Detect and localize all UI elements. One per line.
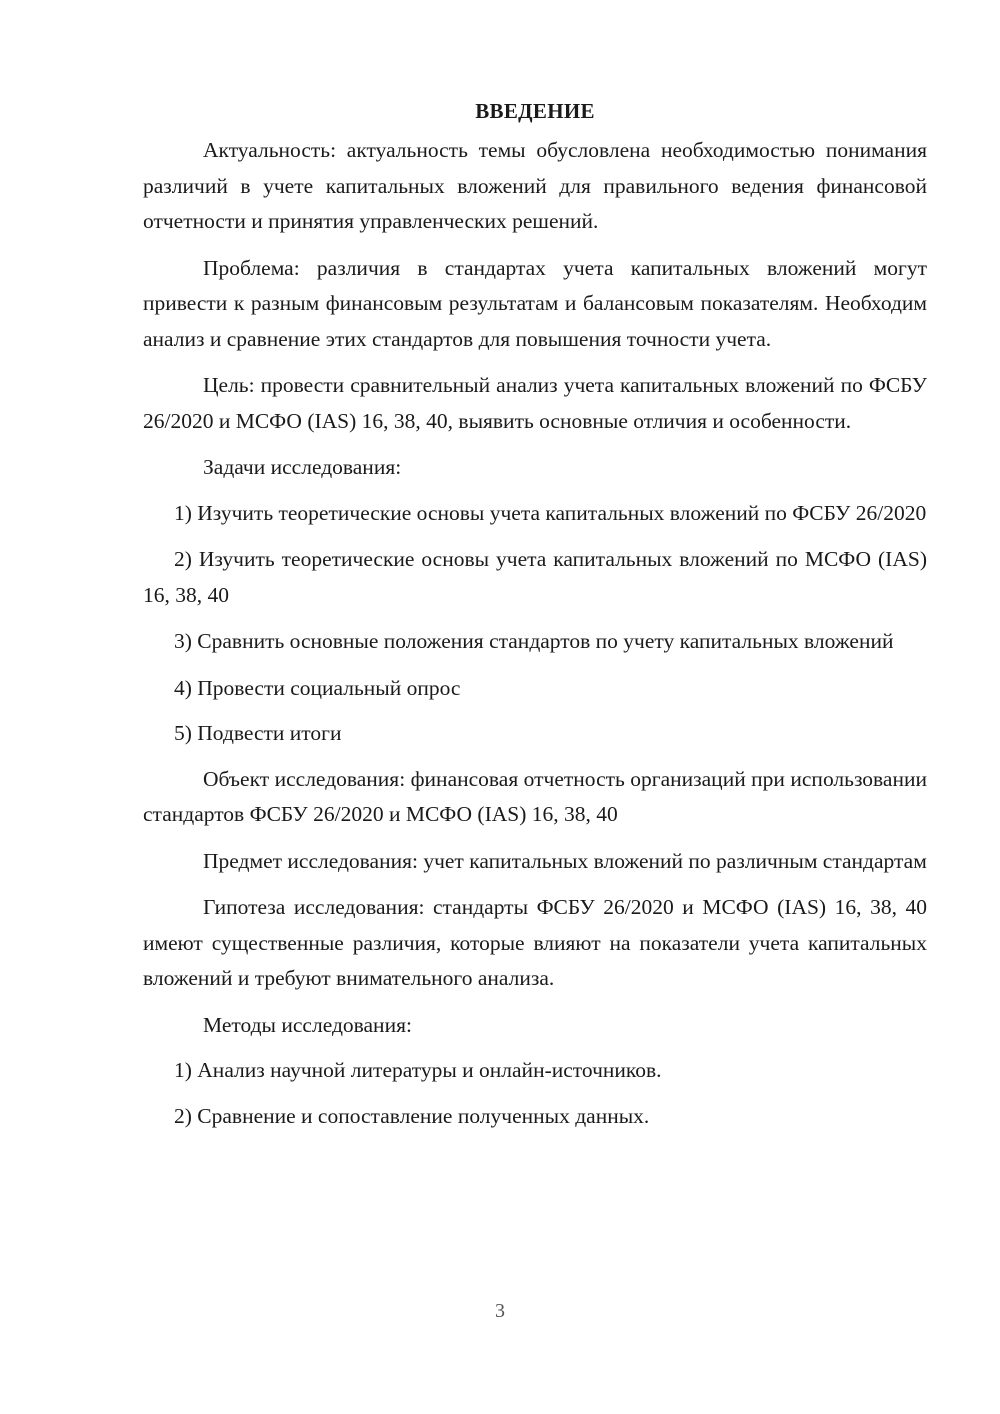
paragraph-subject: Предмет исследования: учет капитальных вложений по различным стандартам <box>203 848 927 873</box>
methods-heading: Методы исследования: <box>203 1012 412 1037</box>
section-title: ВВЕДЕНИЕ <box>475 99 595 123</box>
paragraph-hypothesis: Гипотеза исследования: стандарты ФСБУ 26/2020 и МСФО (IAS) 16, 38, 40 имеют существенные различия, которые влияют на показатели учета капитальных вложений и требуют внимательного анализа. <box>143 895 927 990</box>
paragraph-relevance: Актуальность: актуальность темы обусловлена необходимостью понимания различий в учете капитальных вложений для правильного ведения финансовой отчетности и принятия управленческих решений. <box>143 138 927 233</box>
task-item-4: 4) Провести социальный опрос <box>174 675 461 700</box>
method-item-1: 1) Анализ научной литературы и онлайн-источников. <box>174 1058 662 1082</box>
page-number: 3 <box>495 1300 505 1322</box>
task-item-2: 2) Изучить теоретические основы учета капитальных вложений по МСФО (IAS) 16, 38, 40 <box>143 547 927 607</box>
paragraph-problem: Проблема: различия в стандартах учета капитальных вложений могут привести к разным финансовым результатам и балансовым показателям. Необходим анализ и сравнение этих стандартов для повышения точности учета. <box>143 255 927 351</box>
method-item-2: 2) Сравнение и сопоставление полученных данных. <box>174 1103 650 1128</box>
task-item-1: 1) Изучить теоретические основы учета капитальных вложений по ФСБУ 26/2020 <box>174 500 927 525</box>
paragraph-goal: Цель: провести сравнительный анализ учета капитальных вложений по ФСБУ 26/2020 и МСФО (IAS) 16, 38, 40, выявить основные отличия и особенности. <box>143 373 927 433</box>
document-page <box>143 94 927 1144</box>
paragraph-object: Объект исследования: финансовая отчетность организаций при использовании стандартов ФСБУ 26/2020 и МСФО (IAS) 16, 38, 40 <box>143 766 927 826</box>
tasks-heading: Задачи исследования: <box>203 455 402 479</box>
task-item-3: 3) Сравнить основные положения стандартов по учету капитальных вложений <box>174 629 894 653</box>
task-item-5: 5) Подвести итоги <box>174 721 342 745</box>
